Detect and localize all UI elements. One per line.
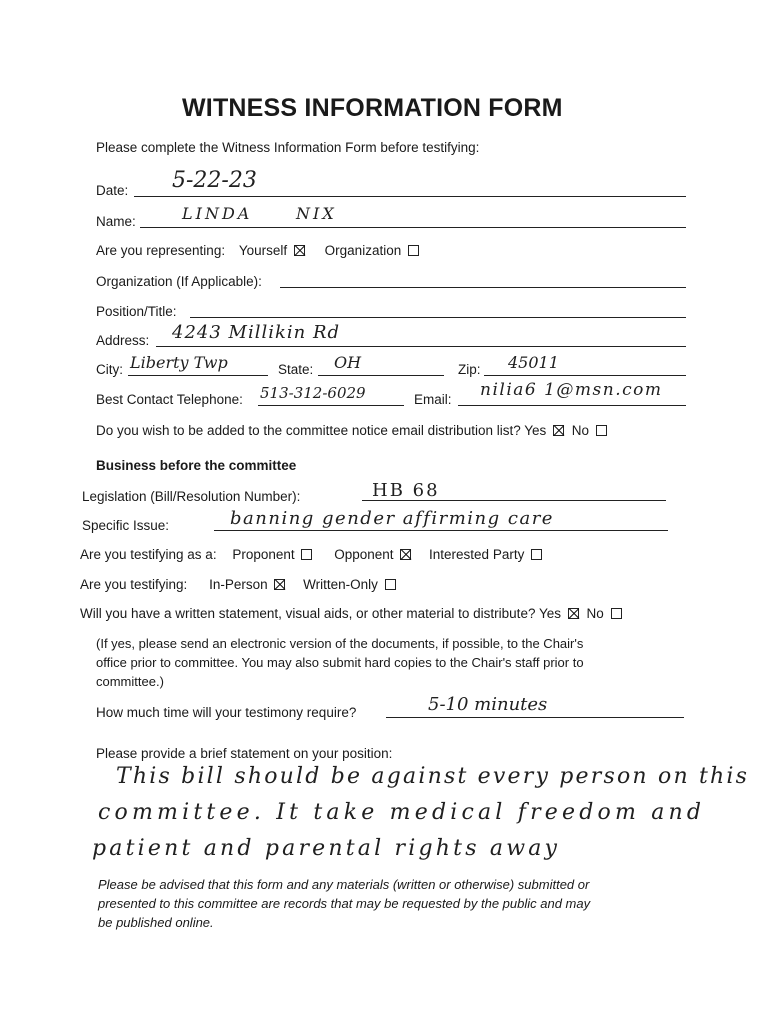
position-label: Position/Title: bbox=[96, 304, 177, 319]
disclaimer bbox=[98, 875, 590, 932]
interested-checkbox[interactable] bbox=[531, 549, 542, 560]
testifying-as-label: Are you testifying as a: bbox=[80, 547, 217, 562]
in-person-label: In-Person bbox=[209, 577, 268, 592]
state-value[interactable]: OH bbox=[334, 353, 362, 372]
yourself-label: Yourself bbox=[238, 243, 288, 258]
address-value[interactable]: 4243 Millikin Rd bbox=[172, 322, 341, 343]
materials-note-line-2: office prior to committee. You may also submit hard copies to the Chair's staff prior to bbox=[96, 655, 584, 670]
interested-label: Interested Party bbox=[429, 547, 525, 562]
form-title: WITNESS INFORMATION FORM bbox=[182, 94, 563, 122]
distribution-no-label: No bbox=[571, 423, 590, 438]
issue-line bbox=[214, 530, 668, 531]
materials-no-label: No bbox=[586, 606, 604, 621]
opponent-checkbox[interactable] bbox=[400, 549, 411, 560]
distribution-yes-checkbox[interactable] bbox=[553, 425, 564, 436]
address-label: Address: bbox=[96, 333, 150, 348]
date-line bbox=[134, 196, 686, 197]
organization-checkbox[interactable] bbox=[408, 245, 419, 256]
yourself-checkbox[interactable] bbox=[294, 245, 305, 256]
city-value[interactable]: Liberty Twp bbox=[130, 353, 228, 372]
time-label: How much time will your testimony require? bbox=[96, 705, 357, 720]
opponent-label: Opponent bbox=[334, 547, 394, 562]
city-line bbox=[128, 375, 268, 376]
email-value[interactable]: nilia6 1@msn.com bbox=[480, 380, 663, 400]
statement-line-1[interactable]: This bill should be against every person on this bbox=[116, 764, 750, 789]
state-label: State: bbox=[278, 362, 314, 377]
zip-value[interactable]: 45011 bbox=[508, 353, 559, 372]
materials-note-line-1: (If yes, please send an electronic version of the documents, if possible, to the Chair's bbox=[96, 636, 584, 651]
distribution-no-checkbox[interactable] bbox=[596, 425, 607, 436]
time-line bbox=[386, 717, 684, 718]
statement-prompt: Please provide a brief statement on your position: bbox=[96, 746, 393, 761]
testifying-label: Are you testifying: bbox=[80, 577, 188, 592]
email-label: Email: bbox=[414, 392, 452, 407]
testifying-as-row bbox=[80, 547, 542, 562]
issue-value[interactable]: banning gender affirming care bbox=[230, 508, 554, 529]
date-value[interactable]: 5-22-23 bbox=[172, 168, 257, 193]
phone-value[interactable]: 513-312-6029 bbox=[260, 384, 366, 402]
representing-row bbox=[96, 243, 419, 258]
phone-line bbox=[258, 405, 404, 406]
time-value[interactable]: 5-10 minutes bbox=[428, 694, 548, 715]
representing-label: Are you representing: bbox=[96, 243, 226, 258]
zip-line bbox=[484, 375, 686, 376]
issue-label: Specific Issue: bbox=[82, 518, 170, 533]
materials-no-checkbox[interactable] bbox=[611, 608, 622, 619]
business-heading: Business before the committee bbox=[96, 458, 297, 473]
statement-line-2[interactable]: committee. It take medical freedom and bbox=[98, 800, 706, 825]
proponent-label: Proponent bbox=[232, 547, 295, 562]
legislation-value[interactable]: HB 68 bbox=[372, 480, 440, 501]
name-last-value[interactable]: NIX bbox=[296, 204, 337, 223]
materials-question: Will you have a written statement, visual aids, or other material to distribute? Yes bbox=[80, 606, 561, 621]
name-first-value[interactable]: LINDA bbox=[182, 204, 253, 223]
statement-line-3[interactable]: patient and parental rights away bbox=[92, 836, 561, 861]
org-line bbox=[280, 287, 686, 288]
proponent-checkbox[interactable] bbox=[301, 549, 312, 560]
disclaimer-line-2: presented to this committee are records that may be requested by the public and may bbox=[98, 896, 591, 911]
testifying-row bbox=[80, 577, 396, 592]
name-label: Name: bbox=[96, 214, 136, 229]
instruction-text: Please complete the Witness Information Form before testifying: bbox=[96, 140, 480, 155]
disclaimer-line-3: be published online. bbox=[98, 915, 214, 930]
legislation-label: Legislation (Bill/Resolution Number): bbox=[82, 489, 301, 504]
email-line bbox=[458, 405, 686, 406]
position-line bbox=[190, 317, 686, 318]
organization-label: Organization bbox=[324, 243, 402, 258]
state-line bbox=[318, 375, 444, 376]
distribution-row bbox=[96, 423, 607, 438]
address-line bbox=[156, 346, 686, 347]
city-label: City: bbox=[96, 362, 123, 377]
in-person-checkbox[interactable] bbox=[274, 579, 285, 590]
phone-label: Best Contact Telephone: bbox=[96, 392, 243, 407]
materials-note bbox=[96, 634, 584, 691]
materials-note-line-3: committee.) bbox=[96, 674, 164, 689]
date-label: Date: bbox=[96, 183, 129, 198]
org-applicable-label: Organization (If Applicable): bbox=[96, 274, 262, 289]
written-only-label: Written-Only bbox=[303, 577, 378, 592]
name-line bbox=[140, 227, 686, 228]
materials-yes-checkbox[interactable] bbox=[568, 608, 579, 619]
distribution-question: Do you wish to be added to the committee notice email distribution list? Yes bbox=[96, 423, 547, 438]
materials-row bbox=[80, 606, 622, 621]
written-only-checkbox[interactable] bbox=[385, 579, 396, 590]
zip-label: Zip: bbox=[458, 362, 481, 377]
disclaimer-line-1: Please be advised that this form and any materials (written or otherwise) submitted or bbox=[98, 877, 590, 892]
